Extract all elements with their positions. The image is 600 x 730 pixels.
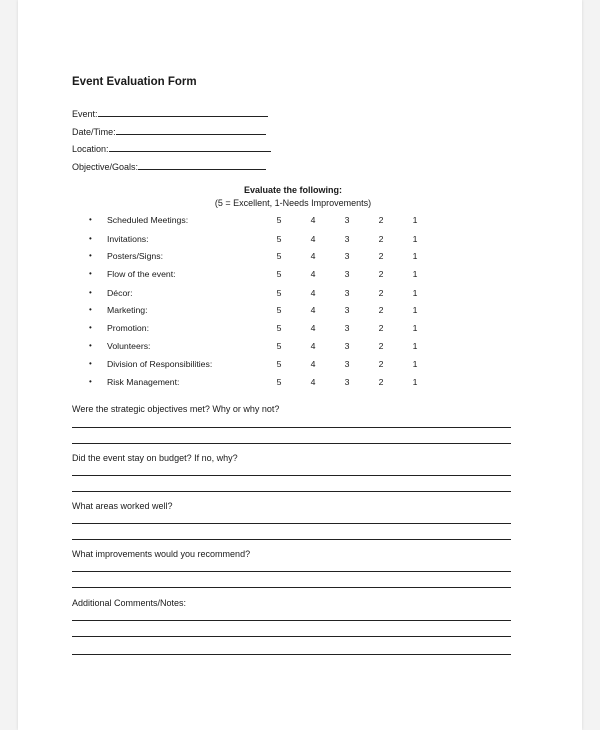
rating-option-5[interactable]: 5 <box>276 323 282 333</box>
rating-option-5[interactable]: 5 <box>276 359 282 369</box>
rating-row <box>18 288 582 302</box>
rating-option-2[interactable]: 2 <box>378 215 384 225</box>
rating-option-4[interactable]: 4 <box>310 377 316 387</box>
rating-label: Promotion: <box>107 323 150 333</box>
field-location-label: Location: <box>72 144 109 154</box>
field-event-input-line[interactable] <box>98 107 268 117</box>
rating-option-5[interactable]: 5 <box>276 234 282 244</box>
rating-option-2[interactable]: 2 <box>378 269 384 279</box>
rating-label: Volunteers: <box>107 341 151 351</box>
field-objective <box>72 160 266 172</box>
rating-option-5[interactable]: 5 <box>276 269 282 279</box>
rating-option-4[interactable]: 4 <box>310 323 316 333</box>
answer-line[interactable] <box>72 427 511 428</box>
answer-line[interactable] <box>72 539 511 540</box>
rating-option-1[interactable]: 1 <box>412 359 418 369</box>
rating-option-1[interactable]: 1 <box>412 377 418 387</box>
rating-option-2[interactable]: 2 <box>378 234 384 244</box>
rating-option-2[interactable]: 2 <box>378 377 384 387</box>
evaluate-heading: Evaluate the following: <box>243 185 342 195</box>
rating-option-1[interactable]: 1 <box>412 269 418 279</box>
question-objectives: Were the strategic objectives met? Why or why not? <box>72 404 280 414</box>
rating-option-5[interactable]: 5 <box>276 341 282 351</box>
rating-option-3[interactable]: 3 <box>344 269 350 279</box>
bullet-icon: • <box>89 251 92 260</box>
answer-line[interactable] <box>72 620 511 621</box>
bullet-icon: • <box>89 234 92 243</box>
answer-line[interactable] <box>72 636 511 637</box>
rating-option-1[interactable]: 1 <box>412 323 418 333</box>
rating-option-2[interactable]: 2 <box>378 305 384 315</box>
question-improvements: What improvements would you recommend? <box>72 549 251 559</box>
rating-label: Décor: <box>107 288 133 298</box>
rating-option-4[interactable]: 4 <box>310 305 316 315</box>
field-event-label: Event: <box>72 109 98 119</box>
rating-row <box>18 323 582 337</box>
bullet-icon: • <box>89 215 92 224</box>
rating-option-1[interactable]: 1 <box>412 288 418 298</box>
rating-label: Scheduled Meetings: <box>107 215 189 225</box>
rating-row <box>18 215 582 229</box>
rating-label: Posters/Signs: <box>107 251 164 261</box>
bullet-icon: • <box>89 359 92 368</box>
rating-option-3[interactable]: 3 <box>344 288 350 298</box>
bullet-icon: • <box>89 377 92 386</box>
bullet-icon: • <box>89 305 92 314</box>
field-datetime-input-line[interactable] <box>116 125 266 135</box>
rating-option-4[interactable]: 4 <box>310 341 316 351</box>
answer-line[interactable] <box>72 571 511 572</box>
rating-option-5[interactable]: 5 <box>276 288 282 298</box>
rating-option-4[interactable]: 4 <box>310 234 316 244</box>
rating-option-3[interactable]: 3 <box>344 234 350 244</box>
rating-option-3[interactable]: 3 <box>344 377 350 387</box>
rating-row <box>18 341 582 355</box>
rating-option-2[interactable]: 2 <box>378 341 384 351</box>
rating-label: Division of Responsibilities: <box>107 359 213 369</box>
field-objective-label: Objective/Goals: <box>72 162 139 172</box>
field-location <box>72 142 271 154</box>
rating-option-1[interactable]: 1 <box>412 305 418 315</box>
rating-option-4[interactable]: 4 <box>310 359 316 369</box>
rating-option-1[interactable]: 1 <box>412 341 418 351</box>
field-datetime <box>72 125 266 137</box>
rating-row <box>18 305 582 319</box>
question-worked-well: What areas worked well? <box>72 501 173 511</box>
rating-option-2[interactable]: 2 <box>378 251 384 261</box>
rating-row <box>18 359 582 373</box>
rating-option-2[interactable]: 2 <box>378 288 384 298</box>
rating-option-1[interactable]: 1 <box>412 234 418 244</box>
field-datetime-label: Date/Time: <box>72 127 116 137</box>
rating-option-4[interactable]: 4 <box>310 215 316 225</box>
rating-row <box>18 234 582 248</box>
rating-row <box>18 251 582 265</box>
rating-option-5[interactable]: 5 <box>276 251 282 261</box>
rating-label: Flow of the event: <box>107 269 176 279</box>
rating-row <box>18 269 582 283</box>
answer-line[interactable] <box>72 587 511 588</box>
answer-line[interactable] <box>72 443 511 444</box>
field-event <box>72 107 268 119</box>
rating-option-2[interactable]: 2 <box>378 323 384 333</box>
rating-option-3[interactable]: 3 <box>344 323 350 333</box>
rating-option-1[interactable]: 1 <box>412 215 418 225</box>
rating-option-4[interactable]: 4 <box>310 269 316 279</box>
rating-label: Marketing: <box>107 305 148 315</box>
field-location-input-line[interactable] <box>109 142 271 152</box>
rating-option-4[interactable]: 4 <box>310 251 316 261</box>
evaluate-scale: (5 = Excellent, 1-Needs Improvements) <box>214 198 372 208</box>
answer-line[interactable] <box>72 523 511 524</box>
rating-option-3[interactable]: 3 <box>344 251 350 261</box>
rating-option-4[interactable]: 4 <box>310 288 316 298</box>
question-budget: Did the event stay on budget? If no, why? <box>72 453 238 463</box>
bullet-icon: • <box>89 269 92 278</box>
rating-option-1[interactable]: 1 <box>412 251 418 261</box>
rating-option-3[interactable]: 3 <box>344 341 350 351</box>
bullet-icon: • <box>89 323 92 332</box>
rating-option-5[interactable]: 5 <box>276 377 282 387</box>
question-comments: Additional Comments/Notes: <box>72 598 187 608</box>
form-title: Event Evaluation Form <box>72 76 197 88</box>
field-objective-input-line[interactable] <box>138 160 266 170</box>
rating-option-5[interactable]: 5 <box>276 215 282 225</box>
rating-row <box>18 377 582 391</box>
bullet-icon: • <box>89 288 92 297</box>
answer-line[interactable] <box>72 491 511 492</box>
bullet-icon: • <box>89 341 92 350</box>
rating-option-3[interactable]: 3 <box>344 359 350 369</box>
rating-label: Invitations: <box>107 234 149 244</box>
rating-option-2[interactable]: 2 <box>378 359 384 369</box>
answer-line[interactable] <box>72 654 511 655</box>
rating-label: Risk Management: <box>107 377 180 387</box>
rating-option-5[interactable]: 5 <box>276 305 282 315</box>
rating-option-3[interactable]: 3 <box>344 305 350 315</box>
document-page <box>18 0 582 730</box>
rating-option-3[interactable]: 3 <box>344 215 350 225</box>
answer-line[interactable] <box>72 475 511 476</box>
